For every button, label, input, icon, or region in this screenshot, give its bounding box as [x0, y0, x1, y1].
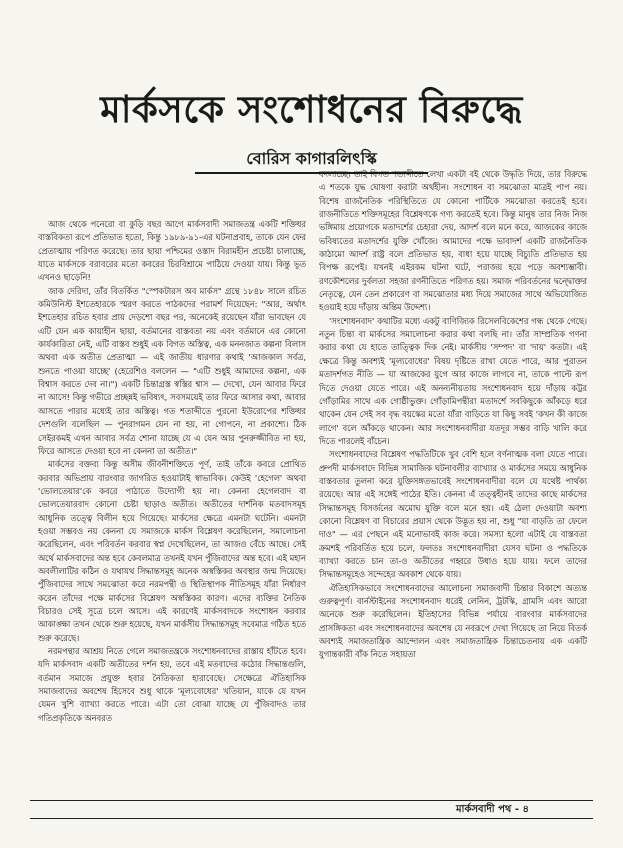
footer-page-label: মার্কসবাদী পথ - ৪ [450, 801, 535, 818]
paragraph: আজ থেকে পনেরো বা কুড়ি বছর আগে মার্কসবাদী সমাজতন্ত্র একটি শক্তিধর বাস্তবিকতা রূপে প্রতিভাত হতো, কিন্তু ১৯৮৯-৯১-এর ঘটনাপ্রবাহ, তাকে যেন ফের প্রেতাত্মায় পরিণত করেছে। তার ছায়া পশ্চিমের ওস্তাদ বিরামহীন প্রচেষ্টা চালাচ্ছে, যাতে মার্কসকে বরাবরের মতো কবরের চিরবিশ্রামে পাঠিয়ে দেওয়া যায়। কিন্তু ভূত এখনও ছাড়েনি! [38, 219, 306, 283]
article-title: মার্কসকে সংশোধনের বিরুদ্ধে [100, 88, 523, 131]
paragraph: মার্কসের বক্তব্য কিন্তু অসীম জীবনীশক্তিতে পূর্ণ, তাই তাঁকে কবরে প্রোথিত করবার অভিপ্রায় বারংবার জাগরিত হওয়াটাই স্বাভাবিক। কেউই 'হেগেল' অথবা 'ভোলতেয়ার'কে কবরে পাঠাতে উদ্যোগী হয় না। কেননা হেগেলবাদ বা ভোলতেয়ারবাদ কোনো চেষ্টা ছাড়াও অতীত। অতীতের দার্শনিক মতবাদসমূহ আধুনিক তত্ত্বে বিলীন হয়ে গিয়েছে। মার্কসের ক্ষেত্রে এমনটা ঘটেনি। এমনটা হওয়া সম্ভবও নয় কেননা যে সমাজকে মার্কস বিশ্লেষণ করেছিলেন, সমালোচনা করেছিলেন, এবং পরিবর্তন করবার স্বপ্ন দেখেছিলেন, তা আজও বেঁচে আছে। সেই অর্থে মার্কসবাদের অন্ত হবে কেবলমাত্র তখনই যখন পুঁজিবাদের অন্ত হবে। এই মহান অবলীলাটির কঠিন ও যথাযথ সিদ্ধান্তসমূহ অনেক অস্বস্তিকর অবস্থার জন্ম দিয়েছে। পুঁজিবাদের সাথে সমঝোতা করে নরমপন্থী ও স্থিতিস্থাপক নীতিসমূহ যাঁরা নির্ধারণ করেন তাঁদের পক্ষে মার্কসের বিশ্লেষণ অস্বস্তিকর কারণ। এদের ব্যক্তির নৈতিক বিচারও সেই সূত্রে চলে আসে। এই কারণেই মার্কসবাদকে সংশোধন করবার আকাঙ্ক্ষা তখন থেকে শুরু হয়েছে, যখন মার্কসীয় সিদ্ধান্তসমূহ সবেমাত্র গঠিত হতে শুরু করেছে। [38, 459, 306, 643]
body-column-left [38, 218, 306, 794]
article-author: বোরিস কাগারলিৎস্কি [195, 148, 428, 174]
page-footer [30, 800, 593, 819]
paragraph: সংশোধনবাদের বিশ্লেষণ পদ্ধতিটিকে খুব বেশি হলে বর্ণনাত্মক বলা যেতে পারে। প্রুপদী মার্কসবাদে বিভিন্ন সামাজিক ঘটনাবলীর ব্যাখ্যার ও মার্কসের সময়ে আধুনিক বাস্তবতার তুলনা করে যুক্তিসঙ্গতভাবেই সংশোধনবাদীরা বলে যে যথেষ্ট পার্থক্য রয়েছে। আর এই সঙ্গেই পাঠের ইতি। কেননা এঁ তত্ত্বহীনই তাদের কাছে মার্কসের সিদ্ধান্তসমূহ বিসর্জনের অমোঘ যুক্তি বলে মনে হয়। এই ঠেলা দেওয়াটা অবশ্য কোনো বিশ্লেষণ বা বিচারের প্রয়াস থেকে উদ্ভূত হয় না, শুধু "যা বাড়তি তা ফেলে দাও" — এর পেছনে এই মনোভাবই কাজ করে। সমস্যা হলো এটাই যে বাস্তবতা ক্রমশই পরিবর্তিত হয়ে চলে, ফলতঃ সংশোধনবাদীরা যেসব ঘটনা ও পদ্ধতিকে ব্যাখ্যা করতে চান তা-ও অতীতের গহ্বরে উধাও হয়ে যায়। ফলে তাদের সিদ্ধান্তসমূহেও সন্দেহের অবকাশ থেকে যায়। [319, 449, 587, 580]
paragraph: ঐতিহাসিকভাবে সংশোধনবাদের আলোচনা সমাজবাদী চিন্তার বিকাশে অত্যন্ত গুরুত্বপূর্ণ। বার্নস্টাইনের সংশোধনবাদ ধরেই লেনিন, ট্রটস্কি, গ্রামসি এবং আরো অনেকে শুরু করেছিলেন। ইতিহাসের বিভিন্ন পর্যায়ে বারংবার মার্কসবাদের প্রাসঙ্গিকতা এবং সংশোধনবাদের অবশেষ যে নবরূপে দেখা গিয়েছে তা নিয়ে বিতর্ক অবশ্যই সমাজতান্ত্রিক আন্দোলন এবং সমাজতান্ত্রিক চিন্তাচেতনায় এক একটি যুগান্তকারী বাঁক নিতে সহায়তা [319, 582, 587, 660]
paragraph: 'সংশোধনবাদ' কথাটির মধ্যে একটু বাণিজ্যিক রিসেলবিকেশের গন্ধ থেকে গেছে। নতুন চিন্তা বা মার্কসের সমালোচনা করার কথা বলছি না। তাঁর সাম্প্রতিক গণনা করার কথা যে হাতে তাত্ত্বিক দিক নেই। মার্কসীয় 'সম্পদ' বা 'দায়' কতটা। এই ক্ষেত্রে কিন্তু অবশ্যই 'মূল্যবোধের' বিষয় দৃষ্টিতে রাখা যেতে পারে, আর পুরাতন মতাদর্শগত নীতি — যা আজকের যুগে আর কাজে লাগবে না, তাকে পাল্টে রূপ দিতে দেওয়া যেতে পারে। এই অনন্যনীয়তায় সংশোধনবাদ হয়ে দাঁড়ায় কট্টর গোঁড়ামির সাথে এক গোষ্ঠীভুক্ত। গোঁড়ামিপন্থীরা মতাদর্শে সবকিছুকে আঁকড়ে ধরে থাকেন যেন সেই সব বৃদ্ধ বয়স্কের মতো যাঁরা বাড়িতে যা কিছু সবই 'কখন কী কাজে লাগে' বলে আঁকড়ে থাকেন। আর সংশোধনবাদীরা যতদূর সম্ভব বাড়ি খালি করে দিতে পারলেই বাঁচেন। [319, 315, 587, 446]
paragraph: জাক দেরিদা, তাঁর বিতর্কিত "স্পেকটারস অব মার্কস" গ্রন্থে ১৮৪৮ সালে রচিত কমিউনিস্ট ইশতেহারকে স্মরণ করতে পাঠকদের পরামর্শ দিয়েছেন: "আর, অর্থাৎ ইশতেহার রচিত হবার প্রায় দেড়শো বছর পর, অনেকেই রয়েছেন যাঁরা ভাবছেন যে এটি যেন এক কায়াহীন ছায়া, বর্তমানের বাস্তবতা নয় এবং বর্তমানে এর কোনো কার্যকারিতা নেই, এটি বাস্তব শুধুই এক বিগত অস্তিত্ব, এক মননজাত কল্পনা বিলাস অথবা এক অতীত প্রেতাত্মা — এই জাতীয় ধারণার কথাই 'আজকাল সর্বত্র, শুনতে পাওয়া যাচ্ছে' (হেরেশিও বললেন — "এটি শুধুই আমাদের কল্পনা, এক বিশ্বাস করতে দেব না।") একটি চিন্তাগ্রস্ত স্বস্তির শ্বাস — দেখো, যেন আবার ফিরে না আসে! কিন্তু গভীরে প্রচ্ছন্নই ভবিষ্যৎ, সবসময়েই তার ফিরে আসার কথা, আবার আসতে পারার মধ্যেই তার অস্তিত্ব। গত শতাব্দীতে পুরনো ইউরোপের শক্তিধর দেশগুলি বলেছিল — পুনরাগমন যেন না হয়, না গোপনে, না প্রকাশ্যে। ঠিক সেইরকমই এখন আবার সর্বত্র শোনা যাচ্ছে যে এ যেন আর পুনরুজ্জীবিত না হয়, ফিরে আসতে দেওয়া হবে না কেননা তা অতীত।" [38, 285, 306, 456]
paragraph: বদলাচ্ছে। তাই বিগত শতাব্দীতে লেখা একটা বই থেকে উদ্ধৃতি দিয়ে, তার বিরুদ্ধে এ শতকে যুদ্ধ ঘোষণা করাটা অর্থহীন। সংশোধন বা সমঝোতা মাত্রই পাপ নয়। বিশেষ রাজনৈতিক পরিস্থিতিতে যে কোনো পার্টিকে সমঝোতা করতেই হবে। রাজনীতিতে শক্তিসমূহের বিশ্লেষণকে গণ্য করতেই হবে। কিন্তু মানুষ তার নিজ নিজ ভঙ্গিমায় প্রয়োগকে মতাদর্শের চেহারা দেয়, আদর্শ বলে মনে করে, আজকের কাজে ভবিষ্যতের মতাদর্শের যুক্তি খোঁজে। আমাদের পক্ষে ভাবাদর্শ একটি রাজনৈতিক কাঠামো আদর্শ রাষ্ট্র বলে প্রতিভাত হয়, বাধা হয়ে যাচ্ছে বিচ্যুতি প্রতিভাত হয় বিপক্ষ রূপেই। যখনই এইরকম ঘটনা ঘটে, পরাজয় হয়ে পড়ে অবশ্যম্ভাবী। রণকৌশলের দুর্বলতা সহজা রণনীতিতে পরিণত হয়। সমাজ পরিবর্তনের দ্বন্দ্বোক্তর নেতৃত্বে, যেন তেন প্রকারেণ বা সমঝোতার মধ্য দিয়ে সমাজের সাথে অভিযোজিত হওয়াই হয়ে দাঁড়ায় অন্তিম উদ্দেশ্য। [319, 169, 587, 313]
body-column-right [319, 168, 587, 794]
paragraph: নরমপন্থার আশ্রয় নিতে গেলে সমাজতন্ত্রকে সংশোধনবাদের রাস্তায় হাঁটতে হবে। যদি মার্কসবাদ একটি অতীতের দর্শন হয়, তবে এই মতবাদের কঠোর সিদ্ধান্তগুলি, বর্তমান সমাজে প্রযুক্ত হবার নৈতিকতা হারাবেছে। সেক্ষেত্রে ঐতিহাসিক সমাজবাদের অবশেষ হিসেবে শুধু থাকে 'মূল্যবোধের' খতিয়ান, যাকে যে যখন যেমন খুশি ব্যাখ্যা করতে পারে। এটা তো বোঝা যাচ্ছে যে পুঁজিবাদও তার গতিপ্রকৃতিকে অনবরত [38, 646, 306, 723]
